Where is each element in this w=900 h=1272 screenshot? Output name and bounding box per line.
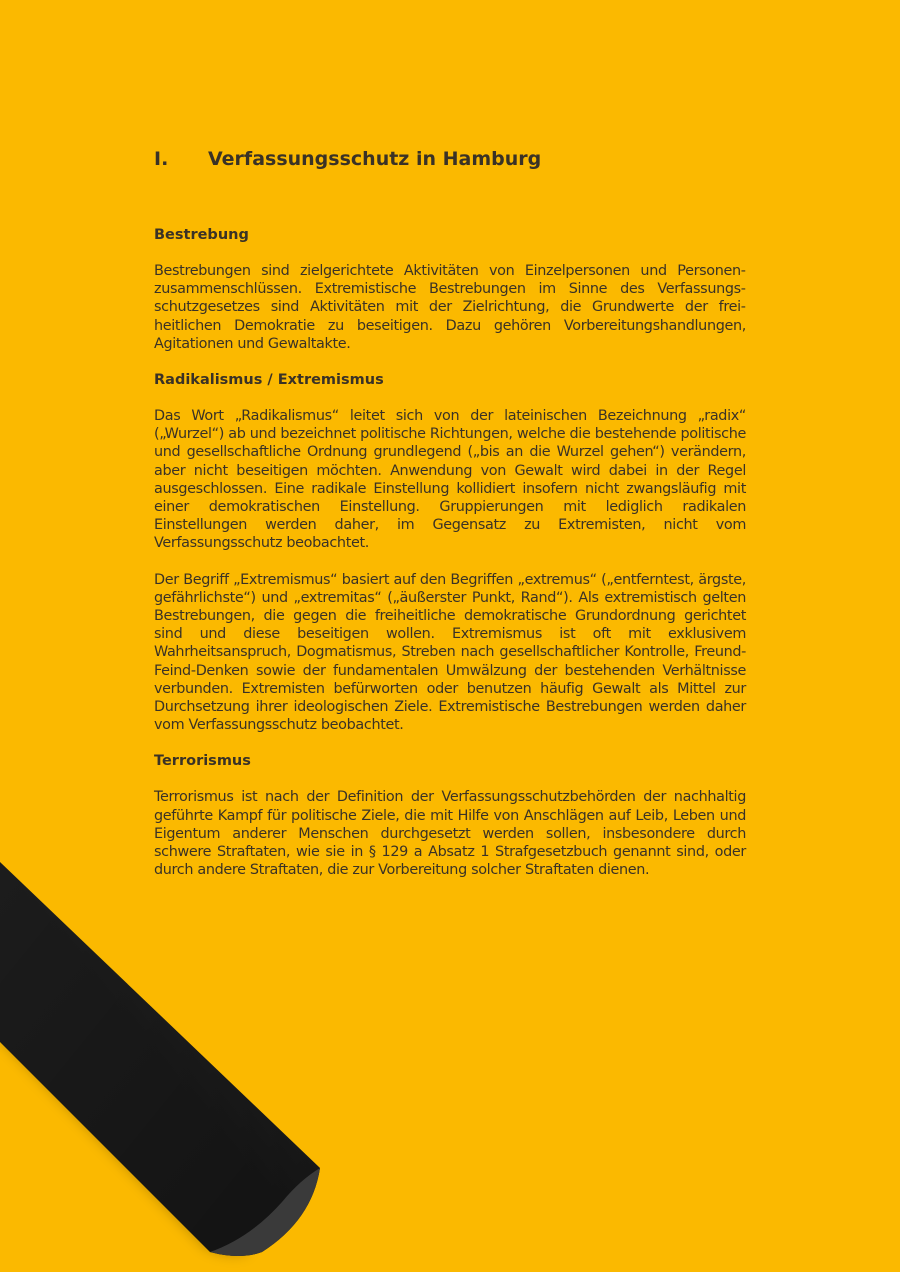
paragraph: Bestrebungen sind zielgerichtete Aktivitäten von Einzelpersonen und Personenzusammenschlüssen. Extremistische Bestrebungen im Sinne des Verfassungsschutzgesetzes sind Aktivitäten mit der Zielrichtung, die Grundwerte der freiheitlichen Demokratie zu beseitigen. Dazu gehören Vorbereitungshandlungen, Agitationen und Gewaltakte. [154, 263, 746, 352]
chapter-title: Verfassungsschutz in Hamburg [208, 148, 542, 170]
chapter-number: I. [154, 148, 169, 170]
section-title: Bestrebung [154, 227, 249, 243]
section-radikalismus-extremismus [154, 371, 746, 734]
paragraph: Terrorismus ist nach der Definition der Verfassungsschutzbehörden der nachhaltig geführte Kampf für politische Ziele, die mit Hilfe von Anschlägen auf Leib, Leben und Eigentum anderer Menschen durchgesetzt werden sollen, insbesondere durch schwere Straftaten, wie sie in § 129 a Absatz 1 Strafgesetzbuch genannt sind, oder durch andere Straftaten, die zur Vorbereitung solcher Straftaten dienen. [154, 789, 746, 879]
paragraph: Das Wort „Radikalismus“ leitet sich von der lateinischen Bezeichnung „radix“ („Wurzel“) ab und bezeichnet politische Richtungen, welche die bestehende politische und gesellschaftliche Ordnung grundlegend („bis an die Wurzel gehen“) verändern, aber nicht beseitigen möchten. Anwendung von Gewalt wird dabei in der Regel ausgeschlossen. Eine radikale Einstellung kollidiert insofern nicht zwangsläufig mit einer demokratischen Einstellung. Gruppierungen mit lediglich radikalen Einstellungen werden daher, im Gegensatz zu Extremisten, nicht vom Verfassungsschutz beobachtet. [154, 408, 746, 552]
paragraph: Der Begriff „Extremismus“ basiert auf den Begriffen „extremus“ („entferntest, ärgste, gefährlichste“) und „extremitas“ („äußerster Punkt, Rand“). Als extremistisch gelten Bestrebungen, die gegen die freiheitliche demokratische Grundordnung gerichtet sind und diese beseitigen wollen. Extremismus ist oft mit exklusivem Wahrheitsanspruch, Dogmatismus, Streben nach gesellschaftlicher Kontrolle, Freund-Feind-Denken sowie der fundamentalen Umwälzung der bestehenden Verhältnisse verbunden. Extremisten befürworten oder benutzen häufig Gewalt als Mittel zur Durchsetzung ihrer ideologischen Ziele. Extremistische Bestrebungen werden daher vom Verfassungsschutz beobachtet. [154, 571, 746, 734]
black-pipe-graphic [0, 850, 330, 1272]
chapter-heading [154, 148, 541, 170]
section-bestrebung [154, 226, 746, 353]
body-content [154, 226, 746, 897]
section-title: Radikalismus / Extremismus [154, 372, 384, 389]
section-title: Terrorismus [154, 753, 251, 770]
